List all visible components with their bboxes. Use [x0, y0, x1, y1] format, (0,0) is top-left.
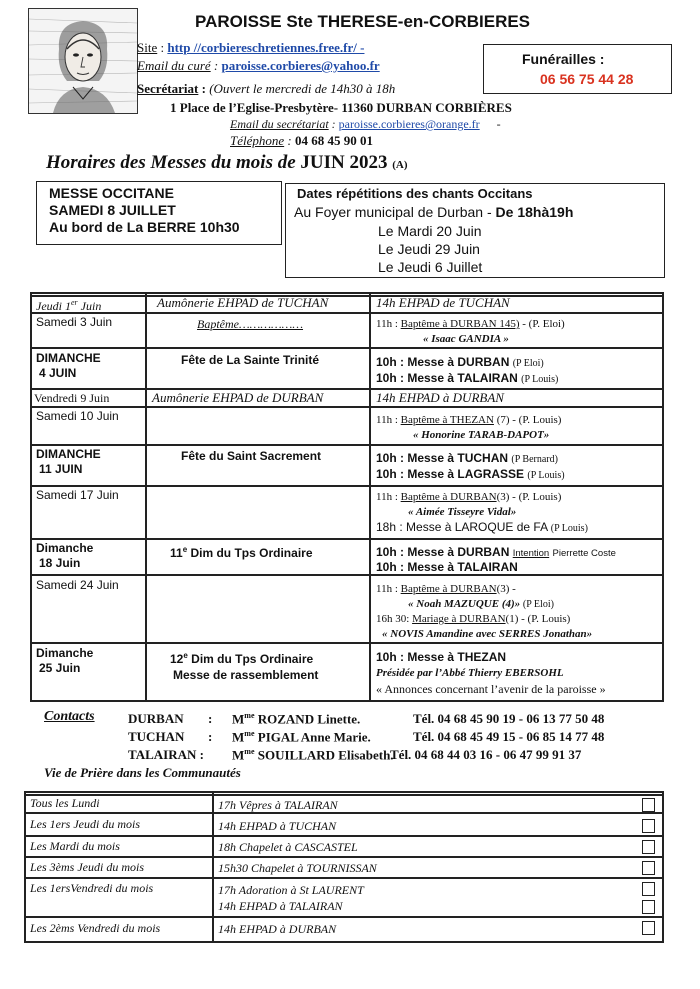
repetition-date: Le Mardi 20 Juin [378, 223, 482, 239]
checkbox [642, 798, 655, 812]
occitane-text: MESSE OCCITANE SAMEDI 8 JUILLET Au bord de La BERRE 10h30 [49, 185, 240, 235]
site-label: Site [137, 40, 158, 55]
site-link[interactable]: http //corbiereschretiennes.free.fr/ - [167, 40, 365, 55]
email-cure-line: Email du curé : paroisse.corbieres@yahoo.fr [137, 58, 380, 73]
address: 1 Place de l’Eglise-Presbytère- 11360 DURBAN CORBIÈRES [170, 100, 512, 115]
checkbox [642, 840, 655, 854]
checkbox [642, 819, 655, 833]
secretariat-line: Secrétariat : (Ouvert le mercredi de 14h30 à 18h [137, 81, 396, 96]
repetition-date: Le Jeudi 6 Juillet [378, 259, 483, 275]
site-line: Site : http //corbiereschretiennes.free.fr/ - [137, 40, 365, 55]
email-cure-link[interactable]: paroisse.corbieres@yahoo.fr [221, 58, 380, 73]
funerailles-phone: 06 56 75 44 28 [540, 71, 634, 87]
telephone-label: Téléphone [230, 133, 285, 148]
portrait-drawing [29, 9, 137, 113]
repetitions-place: Au Foyer municipal de Durban - De 18hà19h [294, 204, 574, 220]
saint-therese-portrait [28, 8, 138, 114]
parish-title: PAROISSE Ste THERESE-en-CORBIERES [195, 12, 531, 31]
schedule-table: Jeudi 1er Juin Aumônerie EHPAD de TUCHAN 14h EHPAD de TUCHAN Samedi 3 Juin Baptême……………… 11h : Baptême à DURBAN 145) - (P. Eloi) « Isaac GANDIA » DIMANCHE 4 JUIN Fête de La Sainte Trinité 10h : Messe à DURBAN (P Eloi) 10h : Messe à TALAIRAN (P Louis) Vendredi 9 Juin Aumônerie EHPAD de DURBAN 14h EHPAD à DURBAN Samedi 10 Juin 11h : Baptême à THEZAN (7) - (P. Louis) « Honorine TARAB-DAPOT» DIMANCHE 11 JUIN Fête du Saint Sacrement 10h : Messe à TUCHAN (P Bernard) 10h : Messe à LAGRASSE (P Louis) Samedi 17 Juin 11h : Baptême à DURBAN(3) - (P. Louis) « Aimée Tisseyre Vidal» 18h : Messe à LAROQUE de FA (P Louis) Dimanche 18 Juin 11e Dim du Tps Ordinaire 10h : Messe à DURBAN Intention Pierrette Coste 10h : Messe à TALAIRAN Samedi 24 Juin 11h : Baptême à DURBAN(3) - « Noah MAZUQUE (4)» (P Eloi) 16h 30: Mariage à DURBAN(1) - (P. Louis) « NOVIS Amandine avec SERRES Jonathan» Dimanche 25 Juin 12e Dim du Tps Ordinaire Messe de rassemblement 10h : Messe à THEZAN Présidée par l’Abbé Thierry EBERSOHL « Annonces concernant l’avenir de la paroisse » [30, 292, 664, 702]
repetitions-dates [378, 222, 482, 276]
telephone-line: Téléphone : 04 68 45 90 01 [230, 133, 373, 148]
schedule-month: JUIN 2023 [300, 152, 388, 173]
telephone-value: 04 68 45 90 01 [295, 133, 373, 148]
email-secretariat-label: Email du secrétariat [230, 117, 329, 131]
priere-title: Vie de Prière dans les Communautés [44, 765, 241, 780]
email-cure-label: Email du curé [137, 58, 211, 73]
occitane-mass-box [36, 181, 282, 245]
repetitions-title: Dates répétitions des chants Occitans [297, 186, 533, 201]
repetitions-box [285, 183, 665, 278]
email-secretariat-link[interactable]: paroisse.corbieres@orange.fr [338, 117, 480, 131]
repetition-date: Le Jeudi 29 Juin [378, 241, 480, 257]
secretariat-hours: (Ouvert le mercredi de 14h30 à 18h [209, 81, 396, 96]
funerailles-label: Funérailles : [522, 51, 605, 67]
checkbox [642, 882, 655, 896]
contact-row: TALAIRAN : $M^{me}$ SOUILLARD Elisabeth. Tél. 04 68 44 03 16 - 06 47 99 91 37 [128, 747, 582, 763]
checkbox [642, 921, 655, 935]
checkbox [642, 861, 655, 875]
schedule-title: Horaires des Messes du mois de JUIN 2023 (A) [46, 152, 408, 173]
contacts-label: Contacts [44, 709, 95, 724]
contact-row: TUCHAN : $M^{me}$ PIGAL Anne Marie. Tél. 04 68 45 49 15 - 06 85 14 77 48 [128, 729, 605, 745]
checkbox [642, 900, 655, 914]
contact-row: DURBAN : $M^{me}$ ROZAND Linette. Tél. 04 68 45 90 19 - 06 13 77 50 48 [128, 711, 605, 727]
secretariat-label: Secrétariat [137, 81, 199, 96]
email-secretariat-line: Email du secrétariat : paroisse.corbieres@orange.fr - [230, 117, 501, 131]
funerailles-box [483, 44, 672, 94]
priere-table: Tous les Lundi 17h Vêpres à TALAIRAN Les 1ers Jeudi du mois 14h EHPAD à TUCHAN Les Mardi du mois 18h Chapelet à CASCASTEL Les 3èms Jeudi du mois 15h30 Chapelet à TOURNISSAN Les 1ersVendredi du mois 17h Adoration à St LAURENT 14h EHPAD à TALAIRAN Les 2èms Vendredi du mois 14h EHPAD à DURBAN [24, 791, 664, 943]
